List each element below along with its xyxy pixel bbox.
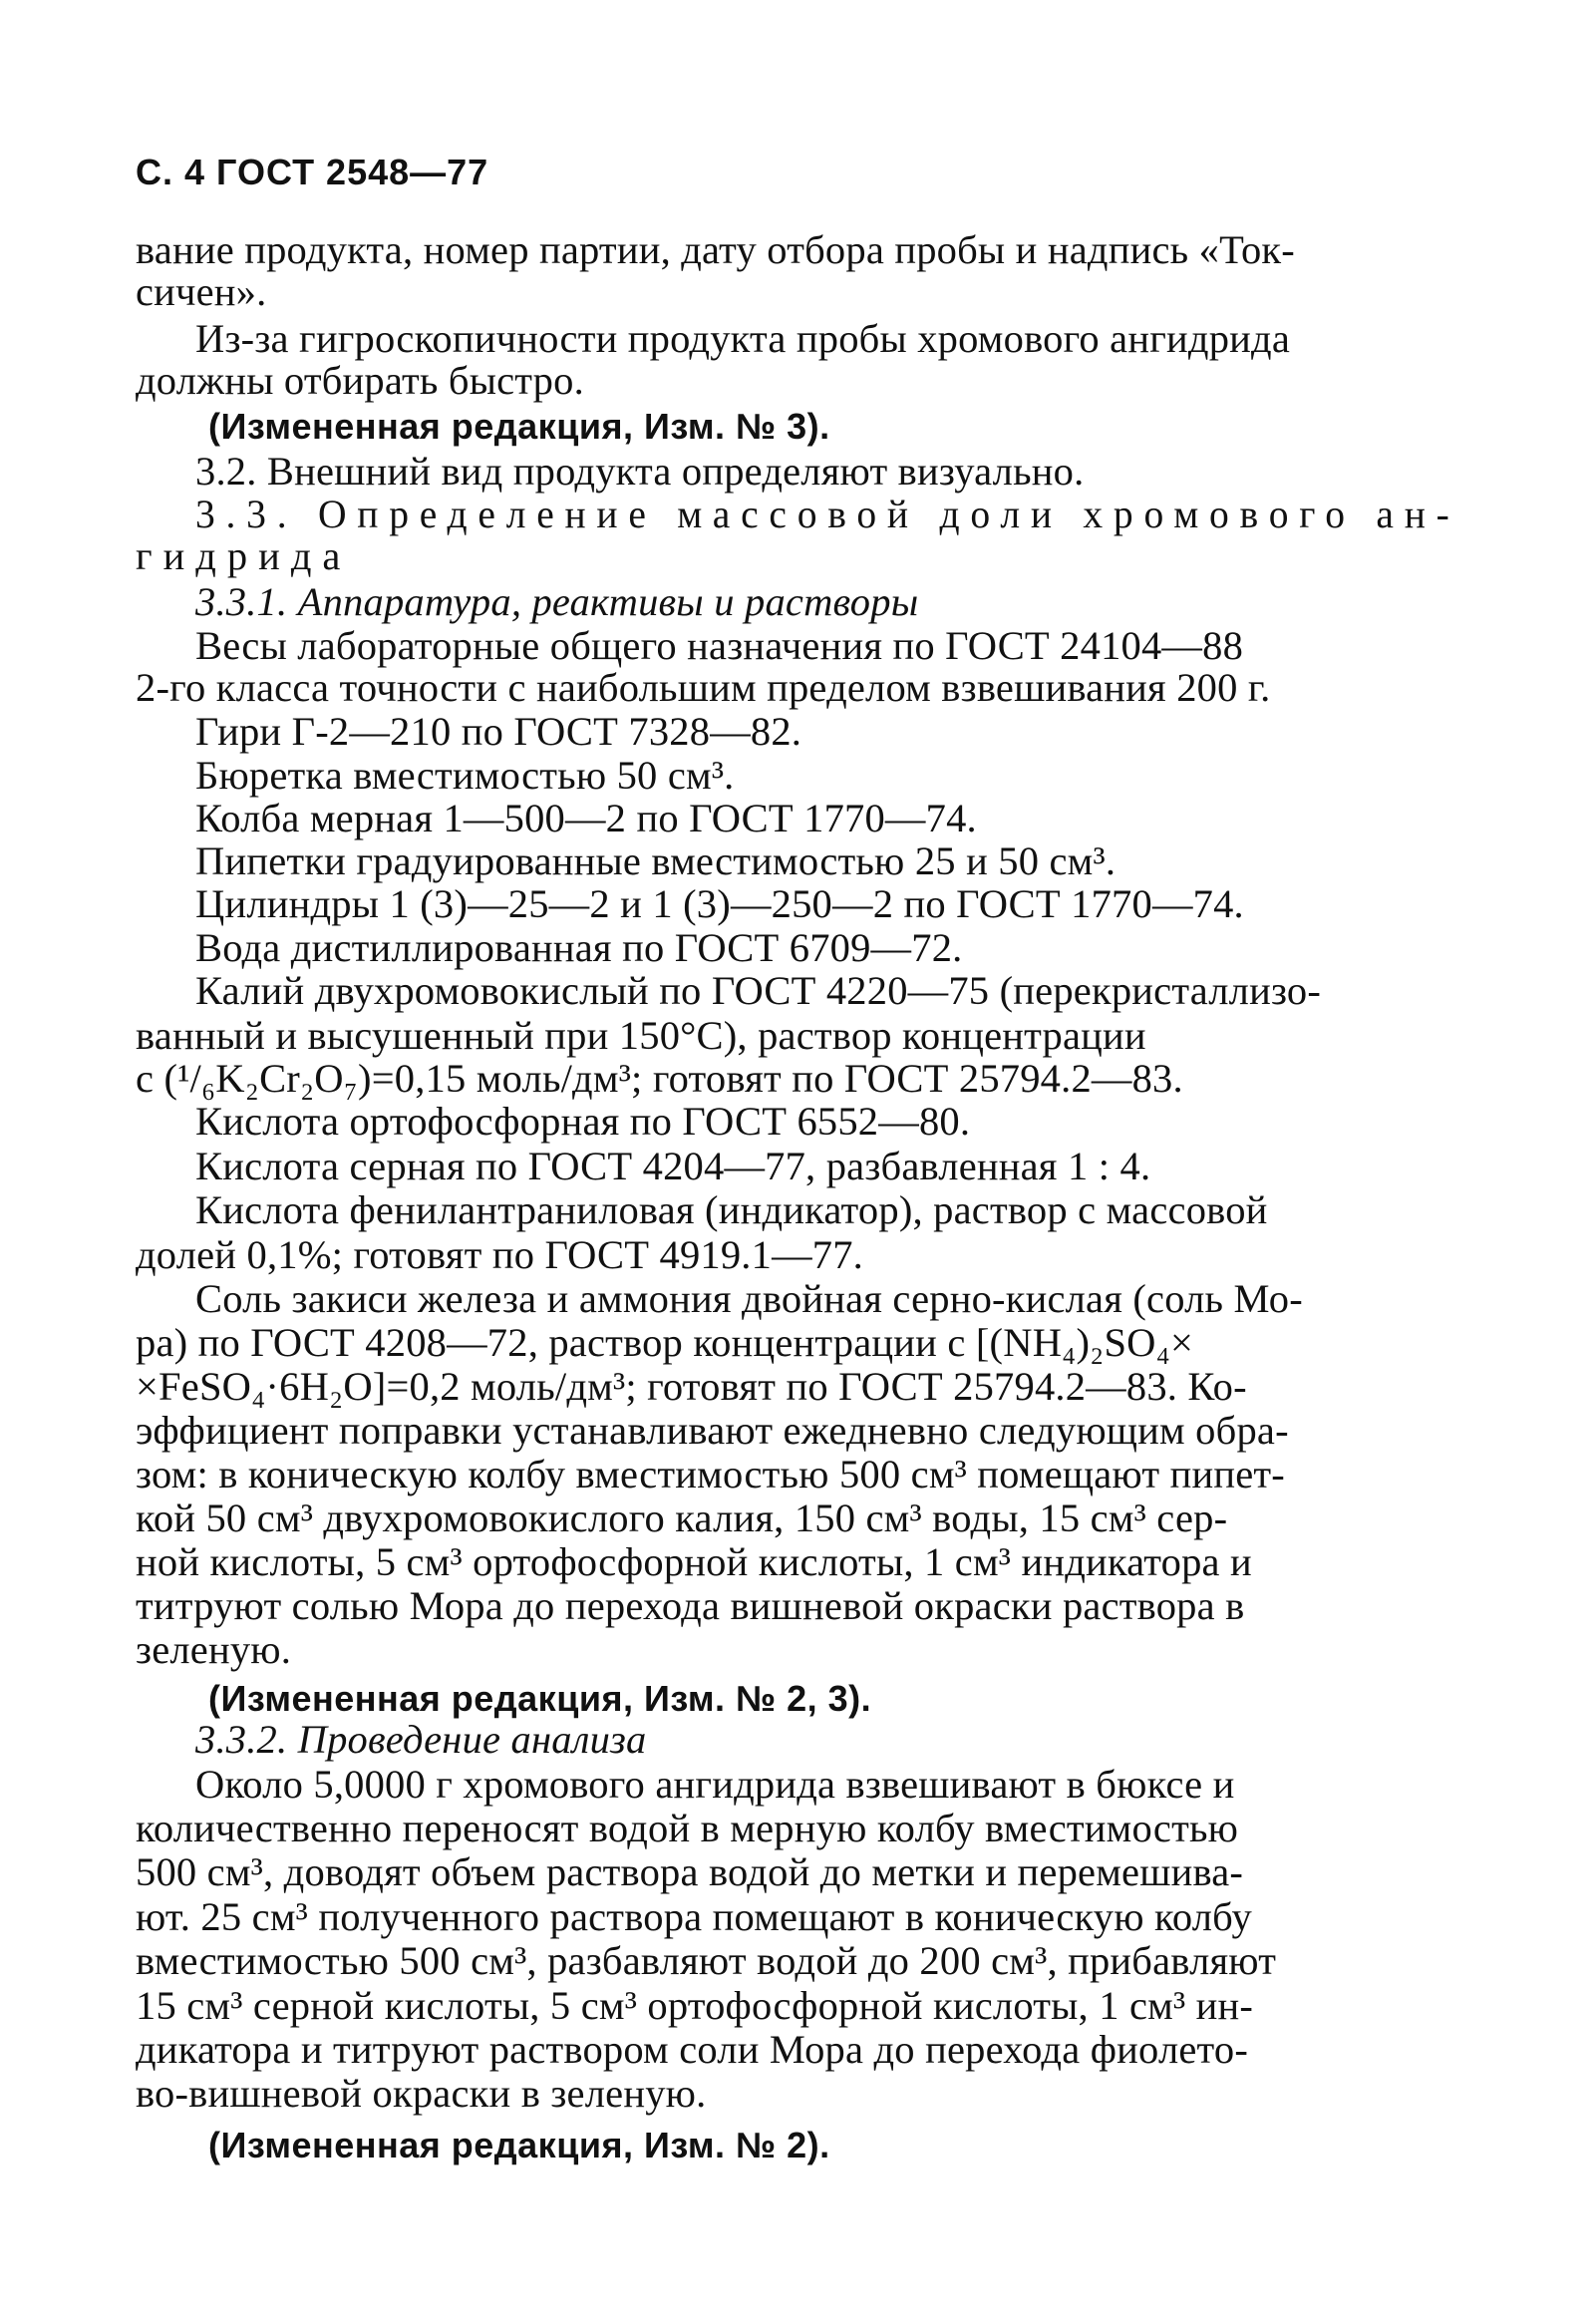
section-heading: гидрида [136, 533, 352, 578]
subsection-heading: 3.3.2. Проведение анализа [195, 1717, 647, 1762]
subsection-heading: 3.3.1. Аппаратура, реактивы и растворы [195, 579, 919, 624]
text-line: ванный и высушенный при 150°С), раствор концентрации [136, 1013, 1146, 1058]
text-line: Вода дистиллированная по ГОСТ 6709—72. [195, 925, 963, 970]
text-line: Пипетки градуированные вместимостью 25 и 50 см³. [195, 838, 1116, 883]
text-line: Кислота серная по ГОСТ 4204—77, разбавленная 1 : 4. [195, 1144, 1151, 1188]
page-header: С. 4 ГОСТ 2548—77 [136, 152, 489, 192]
text-line: Цилиндры 1 (3)—25—2 и 1 (3)—250—2 по ГОСТ 1770—74. [195, 881, 1244, 926]
text-line: Колба мерная 1—500—2 по ГОСТ 1770—74. [195, 796, 977, 840]
amendment-note: (Измененная редакция, Изм. № 3). [208, 406, 830, 447]
text-line: Кислота фенилантраниловая (индикатор), раствор с массовой [195, 1187, 1268, 1232]
text-line: Весы лабораторные общего назначения по ГОСТ 24104—88 [195, 623, 1244, 668]
text-line: 2-го класса точности с наибольшим пределом взвешивания 200 г. [136, 665, 1271, 710]
text-line: Кислота ортофосфорная по ГОСТ 6552—80. [195, 1099, 971, 1144]
text-line: эффициент поправки устанавливают ежедневно следующим обра- [136, 1408, 1289, 1453]
text-line: долей 0,1%; готовят по ГОСТ 4919.1—77. [136, 1232, 863, 1277]
text-line: должны отбирать быстро. [136, 358, 584, 403]
text-line: сичен». [136, 269, 267, 314]
text-line: Гири Г-2—210 по ГОСТ 7328—82. [195, 709, 802, 754]
text-line: зеленую. [136, 1627, 292, 1672]
text-line: титруют солью Мора до перехода вишневой окраски раствора в [136, 1583, 1245, 1628]
text-line: ют. 25 см³ полученного раствора помещают в коническую колбу [136, 1894, 1252, 1939]
text-line: кой 50 см³ двухромовокислого калия, 150 см³ воды, 15 см³ сер- [136, 1495, 1228, 1540]
text-line: 500 см³, доводят объем раствора водой до метки и перемешива- [136, 1849, 1244, 1894]
text-line: 3.2. Внешний вид продукта определяют визуально. [195, 449, 1085, 494]
text-line: Соль закиси железа и аммония двойная серно-кислая (соль Мо- [195, 1276, 1303, 1321]
text-line: ра) по ГОСТ 4208—72, раствор концентрации с [(NH₄)₂SO₄× [136, 1320, 1193, 1365]
text-line: 15 см³ серной кислоты, 5 см³ ортофосфорной кислоты, 1 см³ ин- [136, 1983, 1254, 2028]
section-heading: 3.3. Определение массовой доли хромового ан- [195, 492, 1460, 536]
text-line: ной кислоты, 5 см³ ортофосфорной кислоты, 1 см³ индикатора и [136, 1539, 1252, 1584]
text-line: Из-за гигроскопичности продукта пробы хромового ангидрида [195, 316, 1290, 361]
text-line: зом: в коническую колбу вместимостью 500 см³ помещают пипет- [136, 1452, 1285, 1496]
text-line: ×FeSO₄·6H₂O]=0,2 моль/дм³; готовят по ГОСТ 25794.2—83. Ко- [136, 1364, 1247, 1409]
text-line: количественно переносят водой в мерную колбу вместимостью [136, 1806, 1239, 1850]
text-line: во-вишневой окраски в зеленую. [136, 2071, 707, 2116]
text-line: дикатора и титруют раствором соли Мора до перехода фиолето- [136, 2027, 1249, 2072]
amendment-note: (Измененная редакция, Изм. № 2). [208, 2125, 830, 2165]
text-line: Около 5,0000 г хромового ангидрида взвешивают в бюксе и [195, 1762, 1235, 1807]
text-line: с (¹/₆K₂Cr₂O₇)=0,15 моль/дм³; готовят по ГОСТ 25794.2—83. [136, 1056, 1183, 1101]
text-line: Бюретка вместимостью 50 см³. [195, 753, 735, 798]
amendment-note: (Измененная редакция, Изм. № 2, 3). [208, 1678, 872, 1719]
text-line: вместимостью 500 см³, разбавляют водой до 200 см³, прибавляют [136, 1938, 1277, 1983]
text-line: Калий двухромовокислый по ГОСТ 4220—75 (перекристаллизо- [195, 968, 1322, 1013]
text-line: вание продукта, номер партии, дату отбора пробы и надпись «Ток- [136, 227, 1295, 272]
